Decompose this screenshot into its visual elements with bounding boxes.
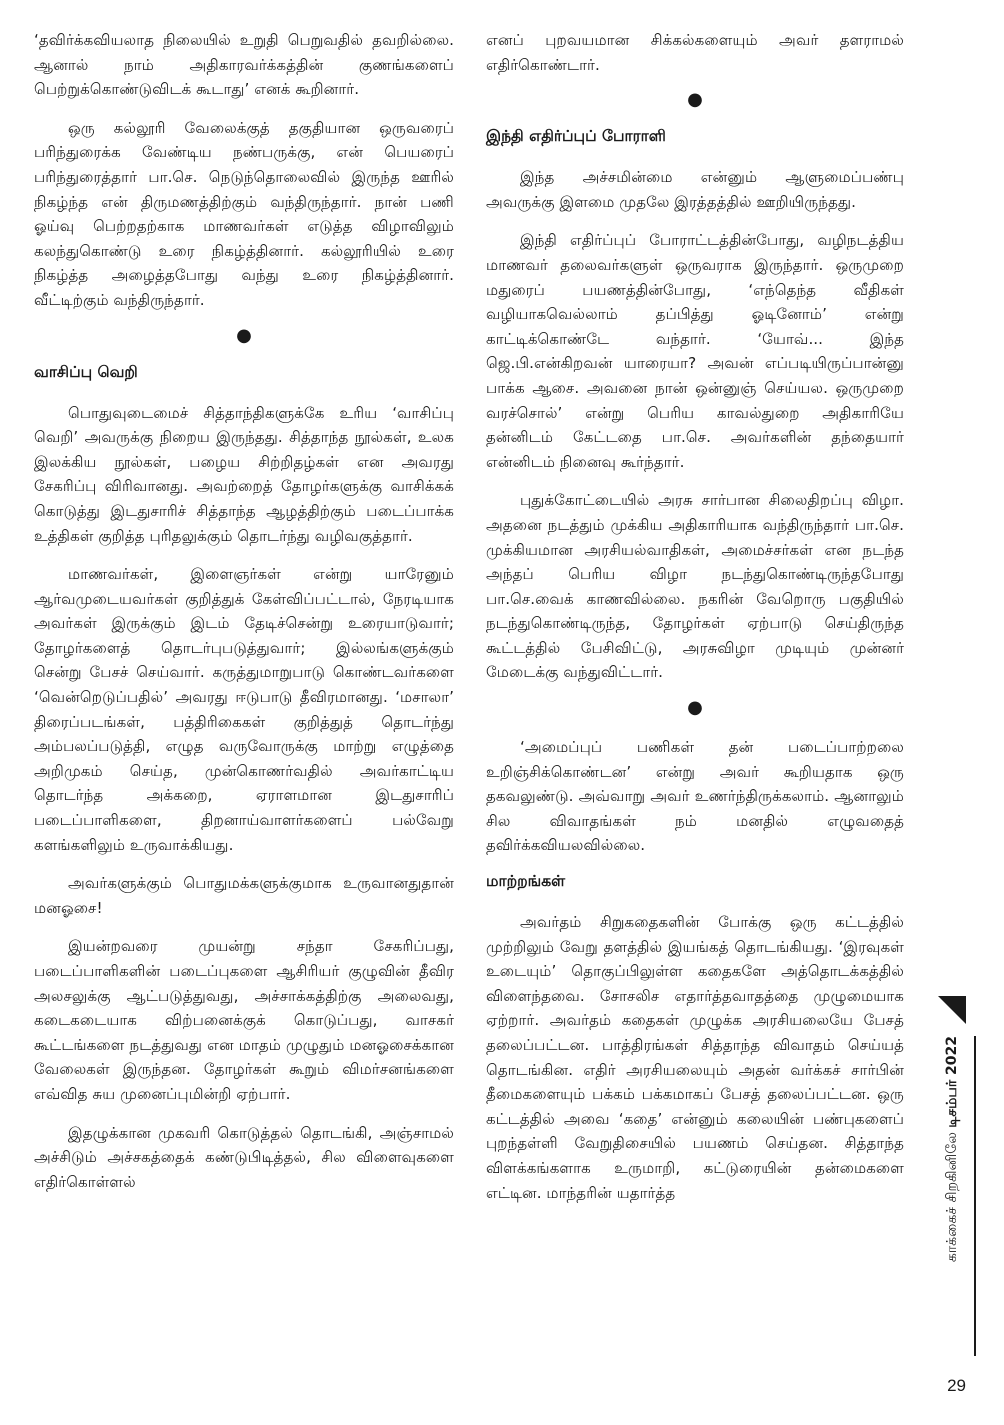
paragraph: இயன்றவரை முயன்று சந்தா சேகரிப்பது, படைப்பாளிகளின் படைப்புகளை ஆசிரியர் குழுவின் தீவிர அலசலுக்கு ஆட்படுத்துவது, அச்சாக்கத்திற்கு அலைவது, கடைகடையாக விற்பனைக்குக் கொடுப்பது, வாசகர் கூட்டங்களை நடத்துவது என மாதம் முழுதும் மனஓசைக்கான வேலைகள் இருந்தன. தோழர்கள் கூறும் விமர்சனங்களை எவ்வித சுய முனைப்புமின்றி ஏற்பார். bbox=[34, 937, 454, 1103]
paragraph: ஒரு கல்லூரி வேலைக்குத் தகுதியான ஒருவரைப் பரிந்துரைக்க வேண்டிய நண்பருக்கு, என் பெயரைப் பரிந்துரைத்தார் பா.செ. நெடுந்தொலைவில் இருந்த ஊரில் நிகழ்ந்த என் திருமணத்திற்கும் வந்திருந்தார். நான் பணி ஓய்வு பெற்றதற்காக மாணவர்கள் எடுத்த விழாவிலும் கலந்துகொண்டு உரை நிகழ்த்தினார். கல்லூரியில் உரை நிகழ்த்த அழைத்தபோது வந்து உரை நிகழ்த்தினார். வீட்டிற்கும் வந்திருந்தார். bbox=[34, 118, 454, 309]
paragraph: இந்த அச்சமின்மை என்னும் ஆளுமைப்பண்பு அவருக்கு இளமை முதலே இரத்தத்தில் ஊறியிருந்தது. bbox=[486, 168, 904, 211]
left-column bbox=[34, 28, 454, 1208]
right-column bbox=[486, 28, 904, 1219]
paragraph: இந்தி எதிர்ப்புப் போராட்டத்தின்போது, வழிநடத்திய மாணவர் தலைவர்களுள் ஒருவராக இருந்தார். ஒருமுறை மதுரைப் பயணத்தின்போது, ‘எந்தெந்த வீதிகள் வழியாகவெல்லாம் தப்பித்து ஓடினோம்’ என்று காட்டிக்கொண்டே வந்தார். ‘யோவ்... இந்த ஜெ.பி.என்கிறவன் யாரையா? அவன் எப்படியிருப்பான்னு பாக்க ஆசை. அவனை நான் ஒன்னுஞ் செய்யல. ஒருமுறை வரச்சொல்’ என்று பெரிய காவல்துறை அதிகாரியே தன்னிடம் கேட்டதை பா.செ. அவர்களின் தந்தையார் என்னிடம் நினைவு கூர்ந்தார். bbox=[486, 231, 904, 471]
magazine-issue-label bbox=[944, 1036, 968, 1356]
paragraph: இதழுக்கான முகவரி கொடுத்தல் தொடங்கி, அஞ்சாமல் அச்சிடும் அச்சகத்தைக் கண்டுபிடித்தல், சில விளைவுகளை எதிர்கொள்ளல் bbox=[34, 1123, 454, 1191]
magazine-name: காக்கைச் சிறகினிலே bbox=[944, 1132, 960, 1263]
section-separator: ● bbox=[236, 324, 252, 346]
paragraph: அவர்தம் சிறுகதைகளின் போக்கு ஒரு கட்டத்தில் முற்றிலும் வேறு தளத்தில் இயங்கத் தொடங்கியது. ‘இரவுகள் உடையும்’ தொகுப்பிலுள்ள கதைகளே அத்தொடக்கத்தில் விளைந்தவை. சோசலிச எதார்த்தவாதத்தை முழுமையாக ஏற்றார். அவர்தம் கதைகள் முழுக்க அரசியலையே பேசத் தலைப்பட்டன. பாத்திரங்கள் சித்தாந்த விவாதம் செய்யத் தொடங்கின. எதிர் அரசியலையும் அதன் வர்க்கச் சார்பின் தீமைகளையும் பக்கம் பக்கமாகப் பேசத் தலைப்பட்டன. ஒரு கட்டத்தில் அவை ‘கதை’ என்னும் கலையின் பண்புகளைப் புறந்தள்ளி வேறுதிசையில் பயணம் செய்தன. சித்தாந்த விளக்கங்களாக உருமாறி, கட்டுரையின் தன்மைகளை எட்டின. மாந்தரின் யதார்த்த bbox=[486, 913, 904, 1202]
issue-date: டிசம்பர் 2022 bbox=[944, 1036, 960, 1128]
paragraph: எனப் புறவயமான சிக்கல்களையும் அவர் தளராமல் எதிர்கொண்டார். bbox=[486, 31, 904, 74]
paragraph: அவர்களுக்கும் பொதுமக்களுக்குமாக உருவானதுதான் மனஓசை! bbox=[34, 874, 454, 917]
paragraph: ‘தவிர்க்கவியலாத நிலையில் உறுதி பெறுவதில் தவறில்லை. ஆனால் நாம் அதிகாரவர்க்கத்தின் குணங்களைப் பெற்றுக்கொண்டுவிடக் கூடாது’ எனக் கூறினார். bbox=[34, 31, 454, 99]
section-separator: ● bbox=[687, 697, 703, 719]
section-heading: வாசிப்பு வெறி bbox=[34, 362, 138, 381]
section-separator: ● bbox=[687, 89, 703, 111]
paragraph: மாணவர்கள், இளைஞர்கள் என்று யாரேனும் ஆர்வமுடையவர்கள் குறித்துக் கேள்விப்பட்டால், நேரடியாக அவர்கள் இருக்கும் இடம் தேடிச்சென்று உரையாடுவார்; தோழர்களைத் தொடர்புபடுத்துவார்; இல்லங்களுக்கும் சென்று பேசச் செய்வார். கருத்துமாறுபாடு கொண்டவர்களை ‘வென்றெடுப்பதில்’ அவரது ஈடுபாடு தீவிரமானது. ‘மசாலா’ திரைப்படங்கள், பத்திரிகைகள் குறித்துத் தொடர்ந்து அம்பலப்படுத்தி, எழுத வருவோருக்கு மாற்று எழுத்தை அறிமுகம் செய்த, முன்கொணர்வதில் அவர்காட்டிய தொடர்ந்த அக்கறை, ஏராளமான இடதுசாரிப் படைப்பாளிகளை, திறனாய்வாளர்களைப் பல்வேறு களங்களிலும் உருவாக்கியது. bbox=[34, 565, 454, 854]
running-footer bbox=[934, 996, 1004, 1356]
section-heading: இந்தி எதிர்ப்புப் போராளி bbox=[486, 127, 666, 146]
divider bbox=[974, 1036, 976, 1356]
page-number: 29 bbox=[947, 1376, 966, 1395]
paragraph: புதுக்கோட்டையில் அரசு சார்பான சிலைதிறப்பு விழா. அதனை நடத்தும் முக்கிய அதிகாரியாக வந்திருந்தார் பா.செ. முக்கியமான அரசியல்வாதிகள், அமைச்சர்கள் என நடந்த அந்தப் பெரிய விழா நடந்துகொண்டிருந்தபோது பா.செ.வைக் காணவில்லை. நகரின் வேறொரு பகுதியில் நடந்துகொண்டிருந்த, தோழர்கள் ஏற்பாடு செய்திருந்த கூட்டத்தில் பேசிவிட்டு, அரசுவிழா முடியும் முன்னர் மேடைக்கு வந்துவிட்டார். bbox=[486, 491, 904, 682]
corner-triangle-icon bbox=[938, 996, 966, 1024]
paragraph: ‘அமைப்புப் பணிகள் தன் படைப்பாற்றலை உறிஞ்சிக்கொண்டன’ என்று அவர் கூறியதாக ஒரு தகவலுண்டு. அவ்வாறு அவர் உணர்ந்திருக்கலாம். ஆனாலும் சில விவாதங்கள் நம் மனதில் எழுவதைத் தவிர்க்கவியலவில்லை. bbox=[486, 738, 904, 855]
section-heading: மாற்றங்கள் bbox=[486, 872, 566, 891]
paragraph: பொதுவுடைமைச் சித்தாந்திகளுக்கே உரிய ‘வாசிப்பு வெறி’ அவருக்கு நிறைய இருந்தது. சித்தாந்த நூல்கள், உலக இலக்கிய நூல்கள், பழைய சிற்றிதழ்கள் என அவரது சேகரிப்பு விரிவானது. அவற்றைத் தோழர்களுக்கு வாசிக்கக் கொடுத்து இடதுசாரிச் சித்தாந்த ஆழத்திற்கும் படைப்பாக்க உத்திகள் குறித்த புரிதலுக்கும் தொடர்ந்து வழிவகுத்தார். bbox=[34, 403, 454, 545]
